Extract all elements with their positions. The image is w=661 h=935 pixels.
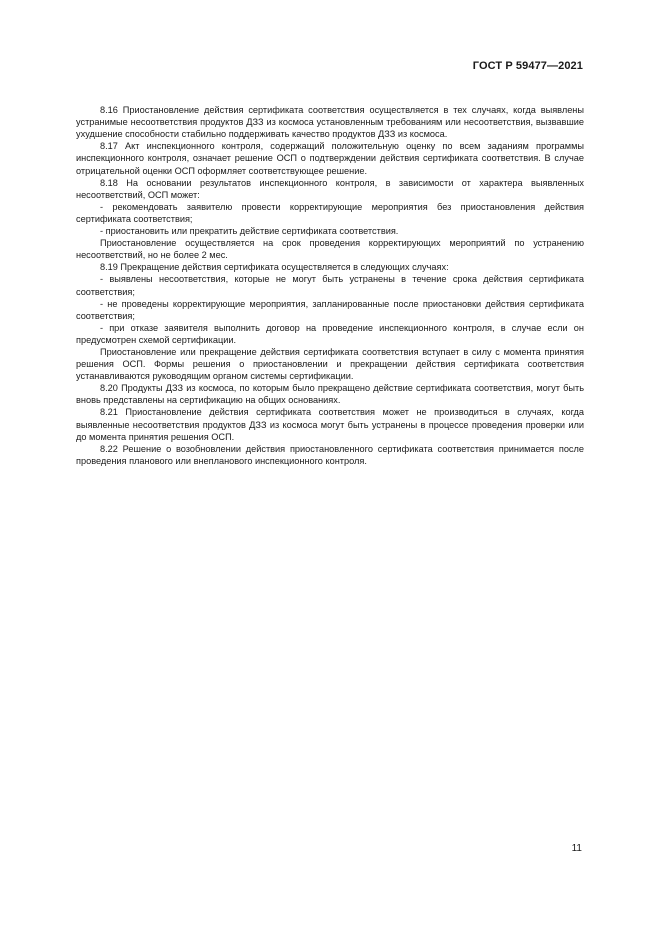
paragraph-8-19: 8.19 Прекращение действия сертификата осуществляется в следующих случаях: — [100, 262, 449, 273]
document-body — [76, 92, 584, 467]
paragraph-8-20: 8.20 Продукты ДЗЗ из космоса, по которым было прекращено действие сертификата соответствия, могут быть вновь представлены на сертификацию на общих основаниях. — [76, 383, 584, 406]
list-item-suspend: - приостановить или прекратить действие сертификата соответствия. — [100, 226, 399, 237]
paragraph-8-22: 8.22 Решение о возобновлении действия приостановленного сертификата соответствия принимается после проведения планового или внепланового инспекционного контроля. — [76, 443, 584, 466]
list-item-applicant-refusal: - при отказе заявителя выполнить договор на проведение инспекционного контроля, в случае если он предусмотрен схемой сертификации. — [76, 322, 584, 345]
document-id-header: ГОСТ Р 59477—2021 — [472, 60, 583, 72]
paragraph-8-21: 8.21 Приостановление действия сертификата соответствия может не производиться в случаях, когда выявленные несоответствия продуктов ДЗЗ из космоса могут быть устранены в процессе проведения проверки или до момента принятия решения ОСП. — [76, 407, 584, 442]
paragraph-effective-date: Приостановление или прекращение действия сертификата соответствия вступает в силу с момента принятия решения ОСП. Формы решения о приостановлении и прекращении действия сертификата соответствия устанавливаются руководящим органом системы сертификации. — [76, 346, 584, 382]
paragraph-8-17: 8.17 Акт инспекционного контроля, содержащий положительную оценку по всем заданиям программы инспекционного контроля, означает решение ОСП о подтверждении действия сертификата соответствия. В случае отрицательной оценки ОСП оформляет соответствующее решение. — [76, 141, 584, 176]
list-item-nonconformities: - выявлены несоответствия, которые не могут быть устранены в течение срока действия сертификата соответствия; — [76, 274, 584, 297]
page-number: 11 — [571, 843, 582, 854]
paragraph-8-18: 8.18 На основании результатов инспекционного контроля, в зависимости от характера выявленных несоответствий, ОСП может: — [76, 177, 584, 200]
paragraph-8-16: 8.16 Приостановление действия сертификата соответствия осуществляется в тех случаях, когда выявлены устранимые несоответствия продуктов ДЗЗ из космоса установленным требованиям или несоответствия, вызвавшие ухудшение способности стабильно поддерживать качество продуктов ДЗЗ из космоса. — [76, 105, 584, 140]
list-item-recommend: - рекомендовать заявителю провести корректирующие мероприятия без приостановления действия сертификата соответствия; — [76, 201, 584, 224]
paragraph-suspension-term: Приостановление осуществляется на срок проведения корректирующих мероприятий по устранению несоответствий, но не более 2 мес. — [76, 238, 584, 261]
list-item-no-corrective-actions: - не проведены корректирующие мероприятия, запланированные после приостановки действия сертификата соответствия; — [76, 298, 584, 321]
